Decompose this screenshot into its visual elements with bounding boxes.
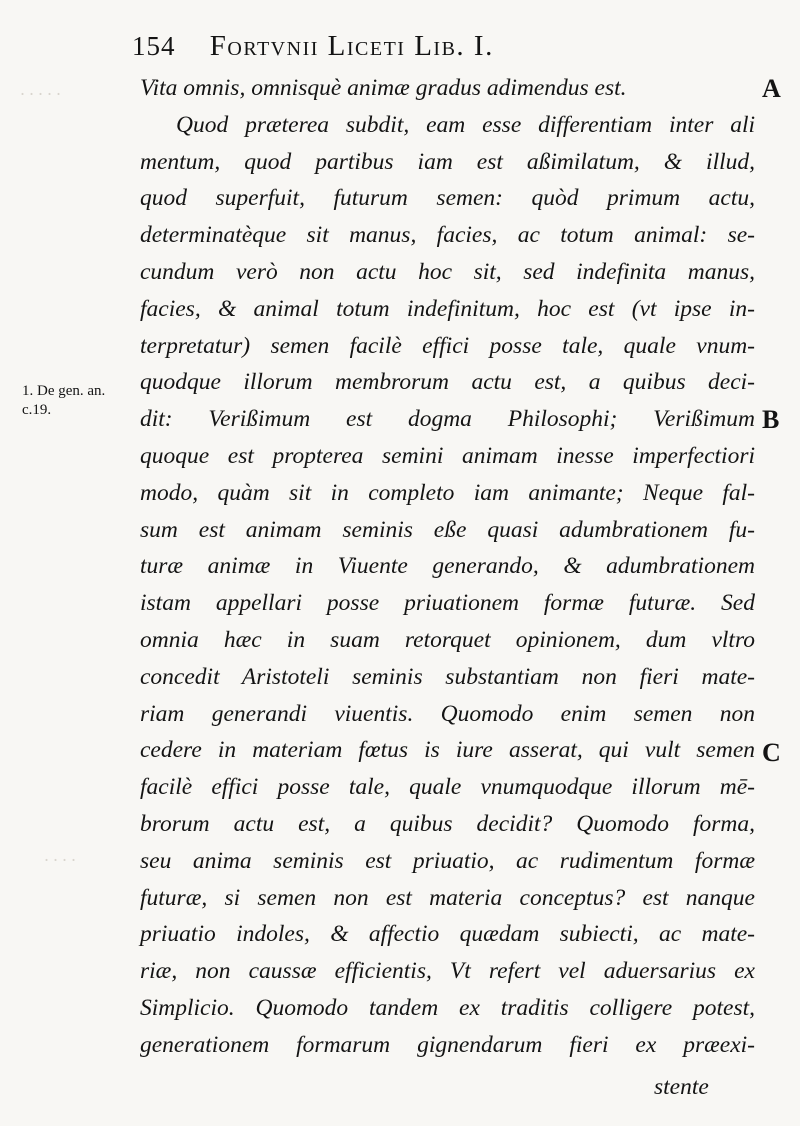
text-line: Quod præterea subdit, eam esse differentiam inter ali — [176, 111, 755, 138]
text-line: riæ, non caussæ efficientis, Vt refert vel aduersarius ex — [140, 958, 755, 985]
text-line: riam generandi viuentis. Quomodo enim semen non — [140, 700, 755, 727]
body-text — [140, 70, 755, 1064]
text-line: turæ animæ in Viuente generando, & adumbrationem — [140, 553, 755, 580]
section-marker-a: A — [762, 74, 781, 103]
page-number: 154 — [132, 31, 176, 61]
show-through-ink: · · · · — [44, 850, 76, 870]
text-line: Vita omnis, omnisquè animæ gradus adimendus est. — [140, 75, 627, 101]
text-line: quodque illorum membrorum actu est, a quibus deci- — [140, 369, 755, 396]
text-line: cedere in materiam fœtus is iure asserat, qui vult semen — [140, 737, 755, 764]
text-line: sum est animam seminis eße quasi adumbrationem fu- — [140, 516, 755, 543]
text-line: futuræ, si semen non est materia conceptus? est nanque — [140, 884, 755, 911]
text-line: brorum actu est, a quibus decidit? Quomodo forma, — [140, 810, 755, 837]
section-marker-c: C — [762, 738, 781, 767]
running-title: Fortvnii Liceti Lib. I. — [209, 30, 494, 62]
text-line: modo, quàm sit in completo iam animante; Neque fal- — [140, 479, 755, 506]
show-through-ink: · · · · · — [20, 84, 61, 104]
section-marker-b: B — [762, 405, 780, 434]
text-line: dit: Verißimum est dogma Philosophi; Verißimum — [140, 406, 755, 433]
text-line: omnia hæc in suam retorquet opinionem, dum vltro — [140, 626, 755, 653]
text-line: istam appellari posse priuationem formæ futuræ. Sed — [140, 590, 755, 617]
margin-citation — [22, 382, 105, 420]
text-line: seu anima seminis est priuatio, ac rudimentum formæ — [140, 847, 755, 874]
catchword: stente — [654, 1074, 709, 1100]
text-line: priuatio indoles, & affectio quædam subiecti, ac mate- — [140, 921, 755, 948]
text-line: Simplicio. Quomodo tandem ex traditis colligere potest, — [140, 994, 755, 1021]
text-line: quoque est propterea semini animam inesse imperfectiori — [140, 442, 755, 469]
text-line: facies, & animal totum indefinitum, hoc est (vt ipse in- — [140, 295, 755, 322]
text-line: mentum, quod partibus iam est aßimilatum, & illud, — [140, 148, 755, 175]
text-line: quod superfuit, futurum semen: quòd primum actu, — [140, 185, 755, 212]
text-line: concedit Aristoteli seminis substantiam non fieri mate- — [140, 663, 755, 690]
text-line: cundum verò non actu hoc sit, sed indefinita manus, — [140, 258, 755, 285]
margin-citation-line: c.19. — [22, 402, 52, 418]
text-line: determinatèque sit manus, facies, ac totum animal: se- — [140, 222, 755, 249]
running-head — [132, 30, 752, 63]
text-line: terpretatur) semen facilè effici posse tale, quale vnum- — [140, 332, 755, 359]
text-line: generationem formarum gignendarum fieri ex præexi- — [140, 1031, 755, 1058]
text-line: facilè effici posse tale, quale vnumquodque illorum mē- — [140, 774, 755, 801]
margin-citation-line: 1. De gen. an. — [22, 383, 106, 399]
